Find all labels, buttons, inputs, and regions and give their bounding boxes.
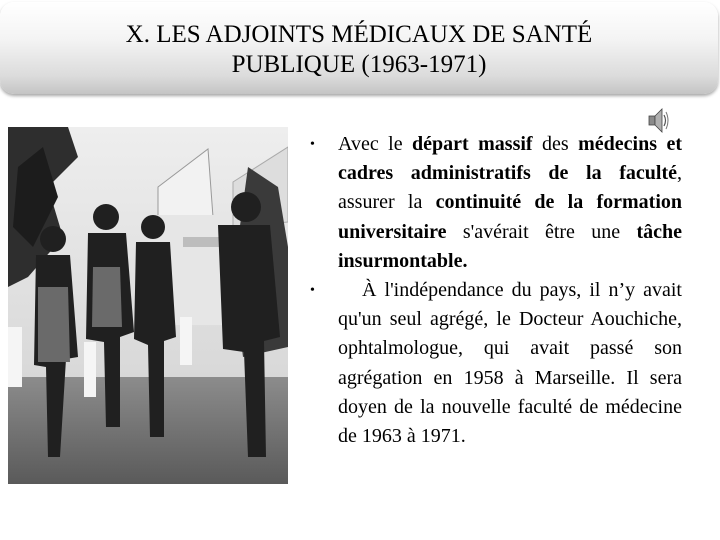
bullet-text-2 xyxy=(338,276,682,451)
bullet-text-segment: médecins et cadres administratifs de la faculté xyxy=(338,133,682,185)
bullet-text-segment: tâche insurmontable. xyxy=(338,220,682,272)
bullet-item-2 xyxy=(310,276,682,451)
bullet-list xyxy=(310,130,682,451)
historical-photo xyxy=(8,127,288,484)
bullet-text-segment: s'avérait être une xyxy=(446,220,637,243)
bullet-text-segment: des xyxy=(532,133,579,155)
bullet-text-1 xyxy=(338,130,682,276)
bullet-text-segment: Avec le xyxy=(338,133,413,155)
title-line-1: X. LES ADJOINTS MÉDICAUX DE SANTÉ xyxy=(125,21,593,48)
bullet-text-segment: , assurer la xyxy=(338,162,682,214)
bullet-dot-icon: • xyxy=(310,283,315,299)
bullet-text-segment: continuité de la formation universitaire xyxy=(338,191,683,243)
title-line-2: PUBLIQUE (1963-1971) xyxy=(231,51,487,78)
bullet-text-segment: À l'indépendance du pays, il n’y avait qu'un seul agrégé, le Docteur Aouchiche, ophtalmologue, qui avait passé son agrégation en 1958 à Marseille. Il sera doyen de la nouvelle faculté de médecine de 1963 à 1971. xyxy=(338,279,682,448)
bullet-dot-icon: • xyxy=(310,137,315,152)
slide-title xyxy=(0,20,718,80)
bullet-text-segment: départ massif xyxy=(412,133,533,155)
bullet-item-1 xyxy=(310,130,682,276)
